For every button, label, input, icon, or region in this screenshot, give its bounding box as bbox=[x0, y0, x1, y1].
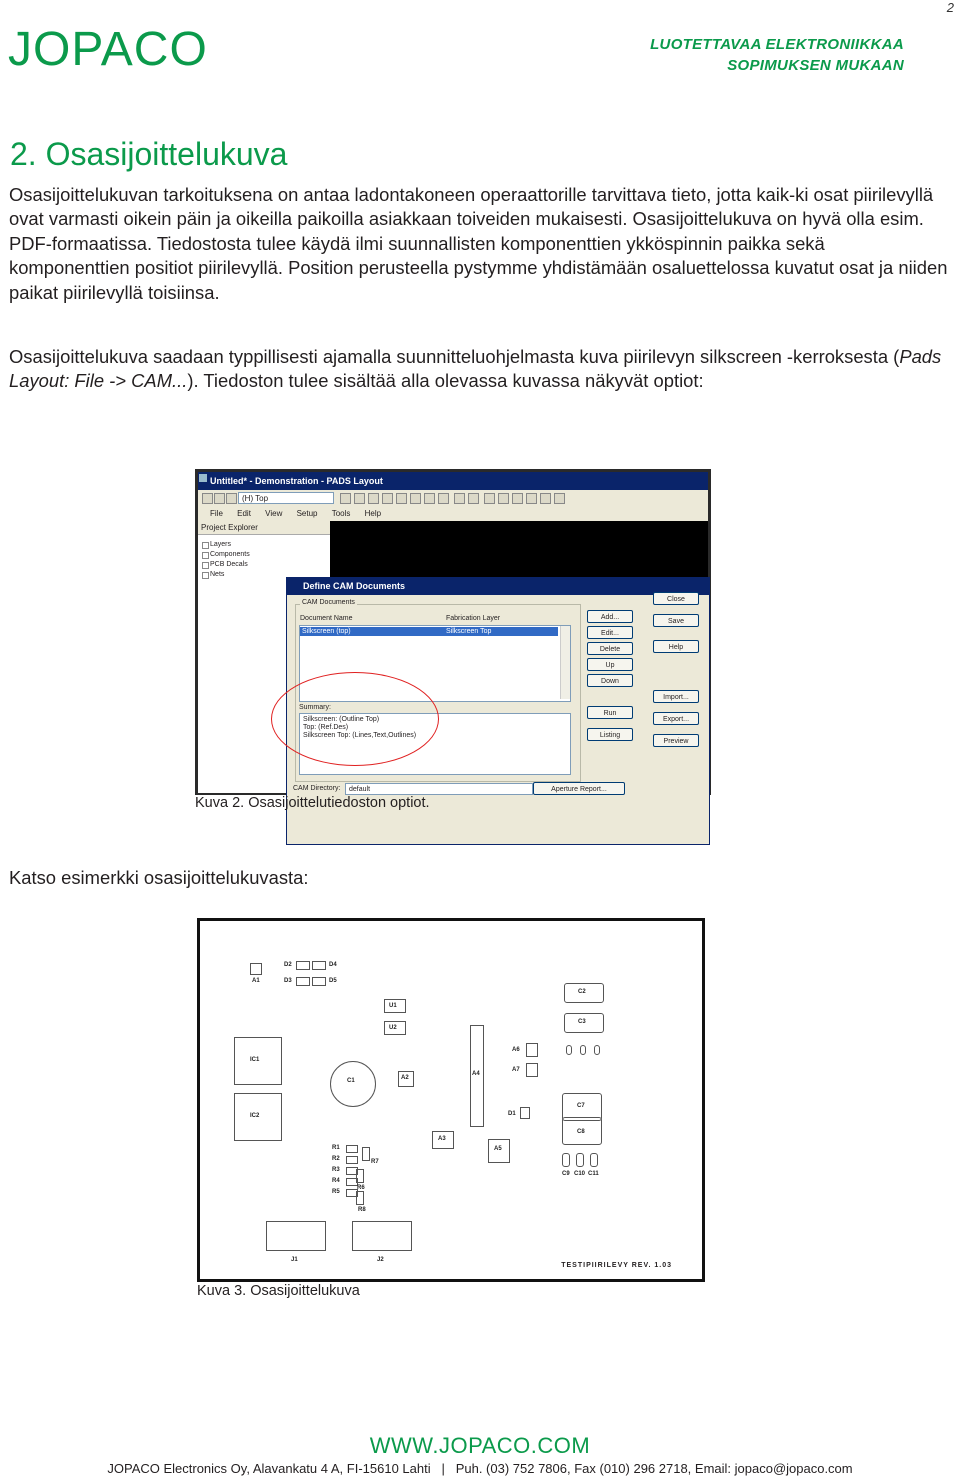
menu-bar bbox=[198, 507, 708, 521]
component-d4 bbox=[312, 961, 326, 970]
ref-label: A7 bbox=[512, 1067, 520, 1073]
highlight-ellipse bbox=[271, 672, 439, 766]
listing-button[interactable]: Listing bbox=[587, 728, 633, 741]
toolbar-icon-14[interactable] bbox=[554, 493, 565, 504]
ref-label: A4 bbox=[472, 1071, 480, 1077]
toolbar-icon-12[interactable] bbox=[526, 493, 537, 504]
ref-label: A2 bbox=[401, 1075, 409, 1081]
ref-label: C1 bbox=[347, 1078, 355, 1084]
edit-button[interactable]: Edit... bbox=[587, 626, 633, 639]
summary-line: Silkscreen: (Outline Top) bbox=[303, 716, 380, 723]
close-button[interactable]: Close bbox=[653, 592, 699, 605]
ref-label: C9 bbox=[562, 1171, 570, 1177]
section-title: 2. Osasijoittelukuva bbox=[10, 136, 288, 172]
dialog-title: Define CAM Documents bbox=[287, 578, 709, 595]
explorer-item-nets[interactable]: Nets bbox=[210, 571, 224, 578]
small-cap bbox=[594, 1045, 600, 1055]
col-document-name: Document Name bbox=[300, 615, 353, 622]
figure-2-caption: Kuva 2. Osasijoittelutiedoston optiot. bbox=[195, 795, 430, 811]
menu-edit[interactable]: Edit bbox=[237, 509, 251, 518]
ref-label: U1 bbox=[389, 1003, 397, 1009]
resistor bbox=[356, 1169, 364, 1183]
expand-icon[interactable] bbox=[202, 552, 209, 559]
window-title: Untitled* - Demonstration - PADS Layout bbox=[210, 476, 383, 486]
ref-label: C8 bbox=[577, 1129, 585, 1135]
connector-j1 bbox=[266, 1221, 326, 1251]
menu-view[interactable]: View bbox=[265, 509, 283, 518]
delete-button[interactable]: Delete bbox=[587, 642, 633, 655]
cam-paragraph bbox=[9, 345, 949, 394]
component-a7 bbox=[526, 1063, 538, 1077]
ref-label: D1 bbox=[508, 1111, 516, 1117]
aperture-report-button[interactable]: Aperture Report... bbox=[533, 782, 625, 795]
resistor bbox=[362, 1147, 370, 1161]
redo-icon[interactable] bbox=[468, 493, 479, 504]
new-icon[interactable] bbox=[202, 493, 213, 504]
pads-screenshot bbox=[195, 469, 711, 795]
footer-website[interactable]: WWW.JOPACO.COM bbox=[369, 1433, 591, 1458]
ref-label: R6 bbox=[357, 1185, 365, 1191]
list-item-selected[interactable]: Silkscreen (top) Silkscreen Top bbox=[300, 627, 558, 636]
placement-drawing bbox=[197, 918, 705, 1282]
example-intro: Katso esimerkki osasijoittelukuvasta: bbox=[9, 867, 309, 888]
footer-contact bbox=[0, 1461, 960, 1476]
ref-label: C10 bbox=[574, 1171, 586, 1177]
ref-label: C7 bbox=[577, 1103, 585, 1109]
board-title: TESTIPIIRILEVY REV. 1.03 bbox=[561, 1262, 672, 1269]
resistor bbox=[356, 1191, 364, 1205]
cam-paragraph-text-a: Osasijoittelukuva saadaan typpillisesti ajamalla suunnitteluohjelmasta kuva piirilevyn silkscreen -kerroksesta ( bbox=[9, 346, 900, 367]
toolbar-icon-10[interactable] bbox=[498, 493, 509, 504]
import-button[interactable]: Import... bbox=[653, 690, 699, 703]
explorer-item-pcb-decals[interactable]: PCB Decals bbox=[210, 561, 248, 568]
ref-label: D3 bbox=[284, 978, 292, 984]
list-scrollbar[interactable] bbox=[560, 626, 570, 699]
help-button[interactable]: Help bbox=[653, 640, 699, 653]
up-button[interactable]: Up bbox=[587, 658, 633, 671]
toolbar-icon-13[interactable] bbox=[540, 493, 551, 504]
intro-paragraph: Osasijoittelukuvan tarkoituksena on antaa ladontakoneen operaattorille tarvittava tieto, jotta kaik-ki osat piirilevyllä ovat varmasti oikein päin ja oikeilla paikoilla asiakkaan toiveiden mukaisesti. Osasijoittelukuva on hyvä olla esim. PDF-formaatissa. Tiedostosta tulee käydä ilmi suunnallisten komponenttien ykköspinnin paikka sekä komponenttien positiot piirilevyllä. Position perusteella pystymme yhdistämään osaluettelossa kuvatut osat ja niiden paikat piirilevyllä toisiinsa. bbox=[9, 184, 948, 303]
resistor bbox=[346, 1145, 358, 1153]
toolbar-icon-7[interactable] bbox=[424, 493, 435, 504]
col-fabrication-layer: Fabrication Layer bbox=[446, 615, 501, 622]
window-titlebar bbox=[198, 472, 708, 490]
toolbar-icon-6[interactable] bbox=[410, 493, 421, 504]
design-workspace[interactable] bbox=[198, 521, 708, 793]
group-label: CAM Documents bbox=[302, 599, 355, 606]
explorer-item-components[interactable]: Components bbox=[210, 551, 250, 558]
figure-3-caption: Kuva 3. Osasijoittelukuva bbox=[197, 1283, 360, 1299]
footer-company: JOPACO Electronics Oy, Alavankatu 4 A, FI-15610 Lahti bbox=[107, 1461, 431, 1476]
connector-j2 bbox=[352, 1221, 412, 1251]
component-a1 bbox=[250, 963, 262, 975]
jopaco-logo: JOPACO bbox=[8, 23, 208, 76]
ref-label: R2 bbox=[332, 1156, 340, 1162]
ref-label: D4 bbox=[329, 962, 337, 968]
ref-label: C3 bbox=[578, 1019, 586, 1025]
ref-label: U2 bbox=[389, 1025, 397, 1031]
menu-help[interactable]: Help bbox=[364, 509, 382, 518]
toolbar-icon-4[interactable] bbox=[382, 493, 393, 504]
add-button[interactable]: Add... bbox=[587, 610, 633, 623]
save-icon[interactable] bbox=[226, 493, 237, 504]
toolbar-icon-5[interactable] bbox=[396, 493, 407, 504]
project-explorer-title: Project Explorer bbox=[198, 521, 330, 535]
explorer-item-layers[interactable]: Layers bbox=[210, 541, 231, 548]
layer-select[interactable]: (H) Top bbox=[238, 492, 334, 504]
component-c9 bbox=[562, 1153, 570, 1167]
header-tagline bbox=[650, 34, 904, 76]
ref-label: A3 bbox=[438, 1136, 446, 1142]
resistor bbox=[346, 1156, 358, 1164]
summary-line: Top: (Ref.Des) bbox=[303, 724, 349, 731]
ref-label: R3 bbox=[332, 1167, 340, 1173]
ref-label: J2 bbox=[377, 1257, 384, 1263]
down-button[interactable]: Down bbox=[587, 674, 633, 687]
cam-directory-select[interactable]: default bbox=[345, 783, 533, 795]
ref-label: R4 bbox=[332, 1178, 340, 1184]
cam-directory-label: CAM Directory: bbox=[293, 785, 341, 792]
footer-separator: | bbox=[434, 1461, 453, 1476]
component-c11 bbox=[590, 1153, 598, 1167]
undo-icon[interactable] bbox=[454, 493, 465, 504]
save-button[interactable]: Save bbox=[653, 614, 699, 627]
toolbar-icon-1[interactable] bbox=[340, 493, 351, 504]
cam-menu-path: Pads Layout: File -> CAM... bbox=[9, 346, 942, 392]
ref-label: J1 bbox=[291, 1257, 298, 1263]
ref-label: R5 bbox=[332, 1189, 340, 1195]
summary-line: Silkscreen Top: (Lines,Text,Outlines) bbox=[303, 732, 417, 739]
run-button[interactable]: Run bbox=[587, 706, 633, 719]
ref-label: C11 bbox=[588, 1171, 599, 1177]
toolbar-icon-9[interactable] bbox=[484, 493, 495, 504]
open-icon[interactable] bbox=[214, 493, 225, 504]
ref-label: IC2 bbox=[250, 1113, 260, 1119]
tagline-line-2: SOPIMUKSEN MUKAAN bbox=[727, 57, 904, 74]
page-number: 2 bbox=[946, 0, 954, 15]
toolbar-icon-3[interactable] bbox=[368, 493, 379, 504]
ref-label: C2 bbox=[578, 989, 586, 995]
cam-paragraph-text-b: ). Tiedoston tulee sisältää alla olevassa kuvassa näkyvät optiot: bbox=[187, 370, 704, 392]
ref-label: IC1 bbox=[250, 1057, 260, 1063]
component-d5 bbox=[312, 977, 326, 986]
toolbar-icon-11[interactable] bbox=[512, 493, 523, 504]
expand-icon[interactable] bbox=[202, 562, 209, 569]
expand-icon[interactable] bbox=[202, 572, 209, 579]
component-c1 bbox=[330, 1061, 376, 1107]
menu-tools[interactable]: Tools bbox=[331, 509, 351, 518]
ref-label: D5 bbox=[329, 978, 337, 984]
menu-file[interactable]: File bbox=[210, 509, 223, 518]
component-c10 bbox=[576, 1153, 584, 1167]
component-d1 bbox=[520, 1107, 530, 1119]
menu-setup[interactable]: Setup bbox=[296, 509, 318, 518]
ref-label: D2 bbox=[284, 962, 292, 968]
app-icon bbox=[199, 474, 207, 482]
component-d2 bbox=[296, 961, 310, 970]
tagline-line-1: LUOTETTAVAA ELEKTRONIIKKAA bbox=[650, 36, 904, 53]
component-a6 bbox=[526, 1043, 538, 1057]
ref-label: A1 bbox=[252, 978, 260, 984]
ref-label: R7 bbox=[371, 1159, 379, 1165]
toolbar-icon-2[interactable] bbox=[354, 493, 365, 504]
summary-label: Summary: bbox=[299, 704, 331, 711]
ref-label: R1 bbox=[332, 1145, 340, 1151]
preview-button[interactable]: Preview bbox=[653, 734, 699, 747]
footer-phone: Puh. (03) 752 7806, Fax (010) 296 2718, Email: jopaco@jopaco.com bbox=[455, 1461, 853, 1476]
component-d3 bbox=[296, 977, 310, 986]
small-cap bbox=[566, 1045, 572, 1055]
small-cap bbox=[580, 1045, 586, 1055]
expand-icon[interactable] bbox=[202, 542, 209, 549]
toolbar-icon-8[interactable] bbox=[438, 493, 449, 504]
export-button[interactable]: Export... bbox=[653, 712, 699, 725]
ref-label: A5 bbox=[494, 1146, 502, 1152]
main-toolbar bbox=[198, 490, 708, 507]
ref-label: A6 bbox=[512, 1047, 520, 1053]
ref-label: R8 bbox=[358, 1207, 366, 1213]
